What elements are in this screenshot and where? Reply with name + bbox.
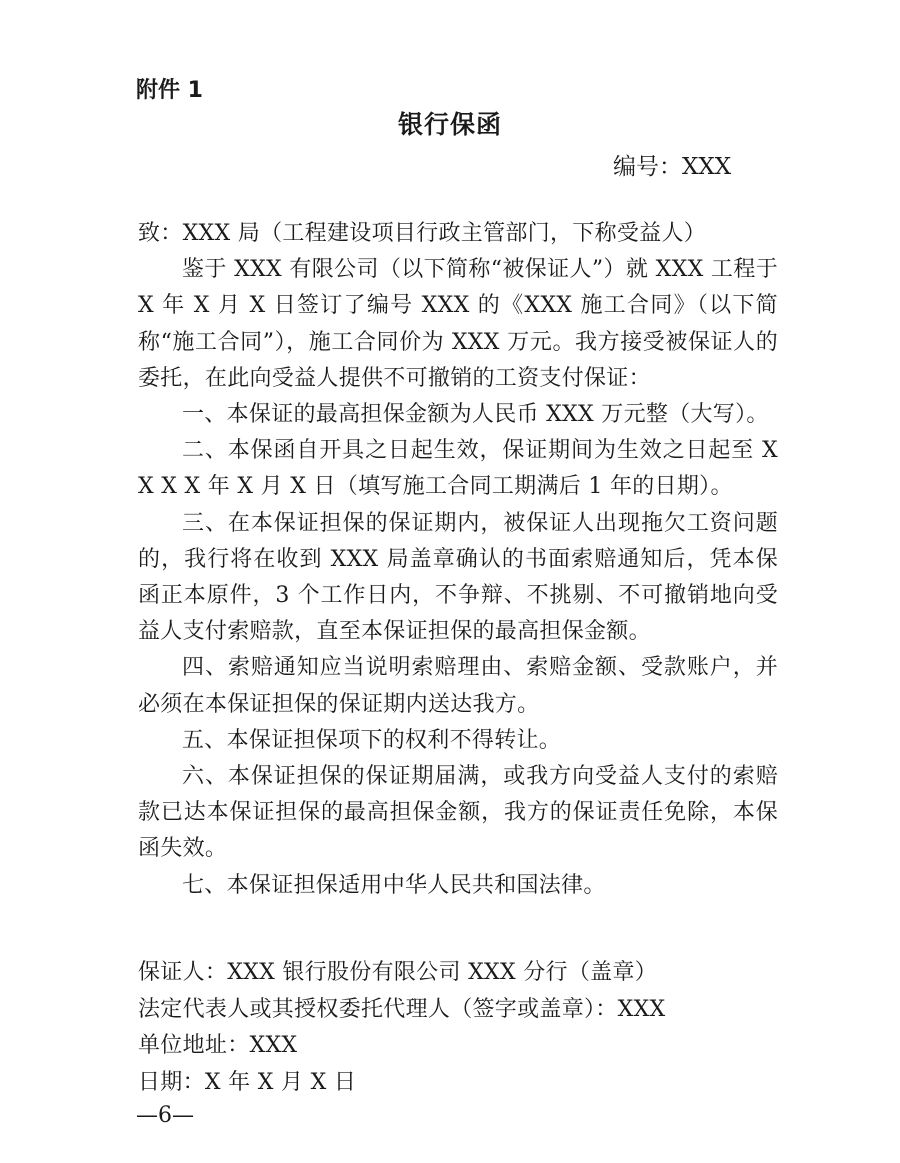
recipient-line: 致：XXX 局（工程建设项目行政主管部门，下称受益人） [138, 221, 707, 246]
clause-one: 一、本保证的最高担保金额为人民币 XXX 万元整（大写）。 [182, 402, 769, 428]
document-title: 银行保函 [397, 110, 502, 139]
representative-line: 法定代表人或其授权委托代理人（签字或盖章）：XXX [138, 996, 666, 1022]
attachment-label: 附件 1 [136, 78, 203, 103]
document-number: 编号：XXX [613, 154, 732, 180]
date-line: 日期：X 年 X 月 X 日 [138, 1069, 357, 1095]
preamble-paragraph: 鉴于 XXX 有限公司（以下简称“被保证人”）就 XXX 工程于 X 年 X 月 X 日签订了编号 XXX 的《XXX 施工合同》（以下简称“施工合同”），施工合同价为 XXX 万元。我方接受被保证人的委托，在此向受益人提供不可撤销的工资支付保证： [138, 257, 778, 391]
guarantor-line: 保证人：XXX 银行股份有限公司 XXX 分行（盖章） [138, 960, 658, 985]
clause-five: 五、本保证担保项下的权利不得转让。 [182, 727, 562, 753]
document-body [138, 216, 778, 904]
signature-block [138, 955, 778, 1101]
clause-four: 四、索赔通知应当说明索赔理由、索赔金额、受款账户，并必须在本保证担保的保证期内送达我方。 [138, 655, 778, 717]
clause-three: 三、在本保证担保的保证期内，被保证人出现拖欠工资问题的，我行将在收到 XXX 局盖章确认的书面索赔通知后，凭本保函正本原件，3 个工作日内，不争辩、不挑剔、不可撤销地向受益人支付索赔款，直至本保证担保的最高担保金额。 [138, 510, 778, 645]
address-line: 单位地址：XXX [138, 1033, 298, 1058]
clause-six: 六、本保证担保的保证期届满，或我方向受益人支付的索赔款已达本保证担保的最高担保金额，我方的保证责任免除，本保函失效。 [138, 764, 778, 862]
clause-seven: 七、本保证担保适用中华人民共和国法律。 [182, 872, 606, 898]
clause-two: 二、本保函自开具之日起生效，保证期间为生效之日起至 X X X X 年 X 月 X 日（填写施工合同工期满后 1 年的日期）。 [138, 438, 778, 500]
page-number: —6— [136, 1103, 194, 1128]
